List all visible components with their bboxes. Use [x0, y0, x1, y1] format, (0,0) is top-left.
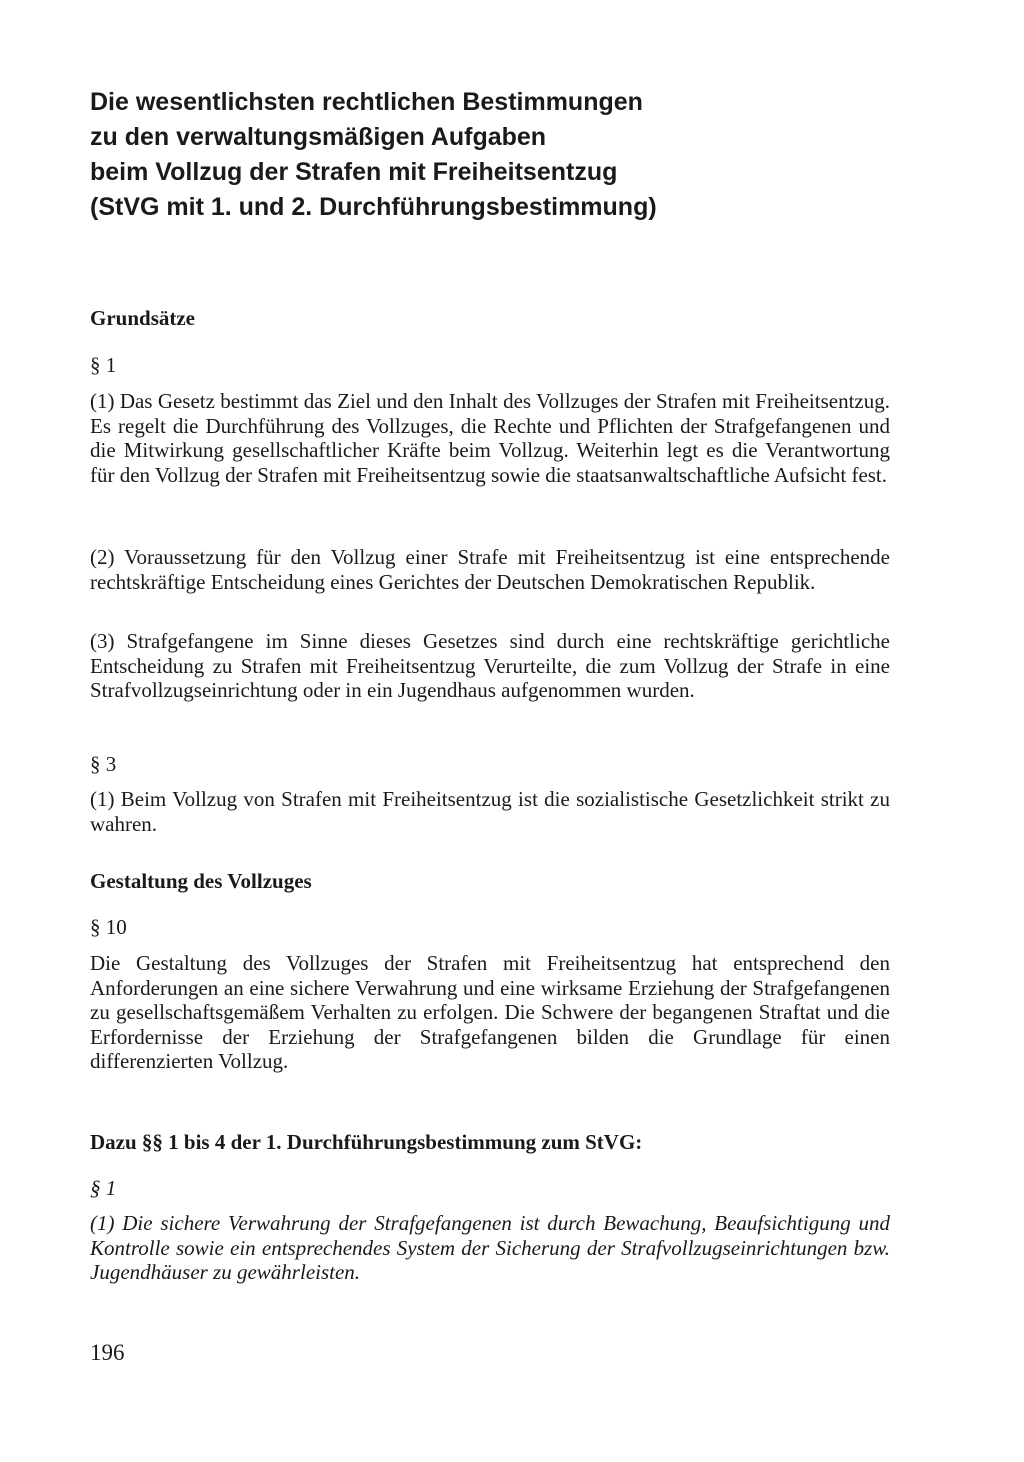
section-heading-grundsaetze: Grundsätze	[90, 306, 195, 330]
paragraph-3-clause-1: (1) Beim Vollzug von Strafen mit Freiheitsentzug ist die sozialistische Gesetzlichkeit strikt zu wahren.	[90, 787, 890, 836]
paragraph-1-clause-2: (2) Voraussetzung für den Vollzug einer Strafe mit Freiheitsentzug ist eine entsprechende rechtskräftige Entscheidung eines Gerichtes der Deutschen Demokratischen Republik.	[90, 545, 890, 594]
section-heading-durchfuehrung: Dazu §§ 1 bis 4 der 1. Durchführungsbestimmung zum StVG:	[90, 1130, 643, 1154]
paragraph-label-1: § 1	[90, 353, 117, 377]
paragraph-1-clause-3: (3) Strafgefangene im Sinne dieses Gesetzes sind durch eine rechtskräftige gerichtliche Entscheidung zu Strafen mit Freiheitsentzug Verurteilte, die zum Vollzug der Strafe in eine Strafvollzugseinrichtung oder in ein Jugendhaus aufgenommen wurden.	[90, 629, 890, 702]
document-title	[90, 85, 890, 225]
paragraph-1-clause-1: (1) Das Gesetz bestimmt das Ziel und den Inhalt des Vollzuges der Strafen mit Freiheitsentzug. Es regelt die Durchführung des Vollzuges, die Rechte und Pflichten der Strafgefangenen und die Mitwirkung gesellschaftlicher Kräfte beim Vollzug. Weiterhin legt es die Verantwortung für den Vollzug der Strafen mit Freiheitsentzug sowie die staatsanwaltschaftliche Aufsicht fest.	[90, 389, 890, 487]
title-line-1: Die wesentlichsten rechtlichen Bestimmungen	[90, 88, 643, 116]
paragraph-db-1-clause-1: (1) Die sichere Verwahrung der Strafgefangenen ist durch Bewachung, Beaufsichtigung und Kontrolle sowie ein entsprechendes System der Sicherung der Strafvollzugseinrichtungen bzw. Jugendhäuser zu gewährleisten.	[90, 1211, 890, 1284]
title-line-4: (StVG mit 1. und 2. Durchführungsbestimmung)	[90, 193, 657, 221]
paragraph-label-3: § 3	[90, 752, 117, 776]
section-heading-gestaltung: Gestaltung des Vollzuges	[90, 869, 312, 893]
page-number: 196	[90, 1340, 125, 1365]
paragraph-10-text: Die Gestaltung des Vollzuges der Strafen mit Freiheitsentzug hat entsprechend den Anforderungen an eine sichere Verwahrung und eine wirksame Erziehung der Strafgefangenen zu gesellschaftsgemäßem Verhalten zu erfolgen. Die Schwere der begangenen Straftat und die Erfordernisse der Erziehung der Strafgefangenen bilden die Grundlage für einen differenzierten Vollzug.	[90, 951, 890, 1073]
title-line-3: beim Vollzug der Strafen mit Freiheitsentzug	[90, 158, 618, 186]
paragraph-label-db-1: § 1	[90, 1176, 117, 1200]
paragraph-label-10: § 10	[90, 915, 127, 939]
title-line-2: zu den verwaltungsmäßigen Aufgaben	[90, 123, 547, 151]
